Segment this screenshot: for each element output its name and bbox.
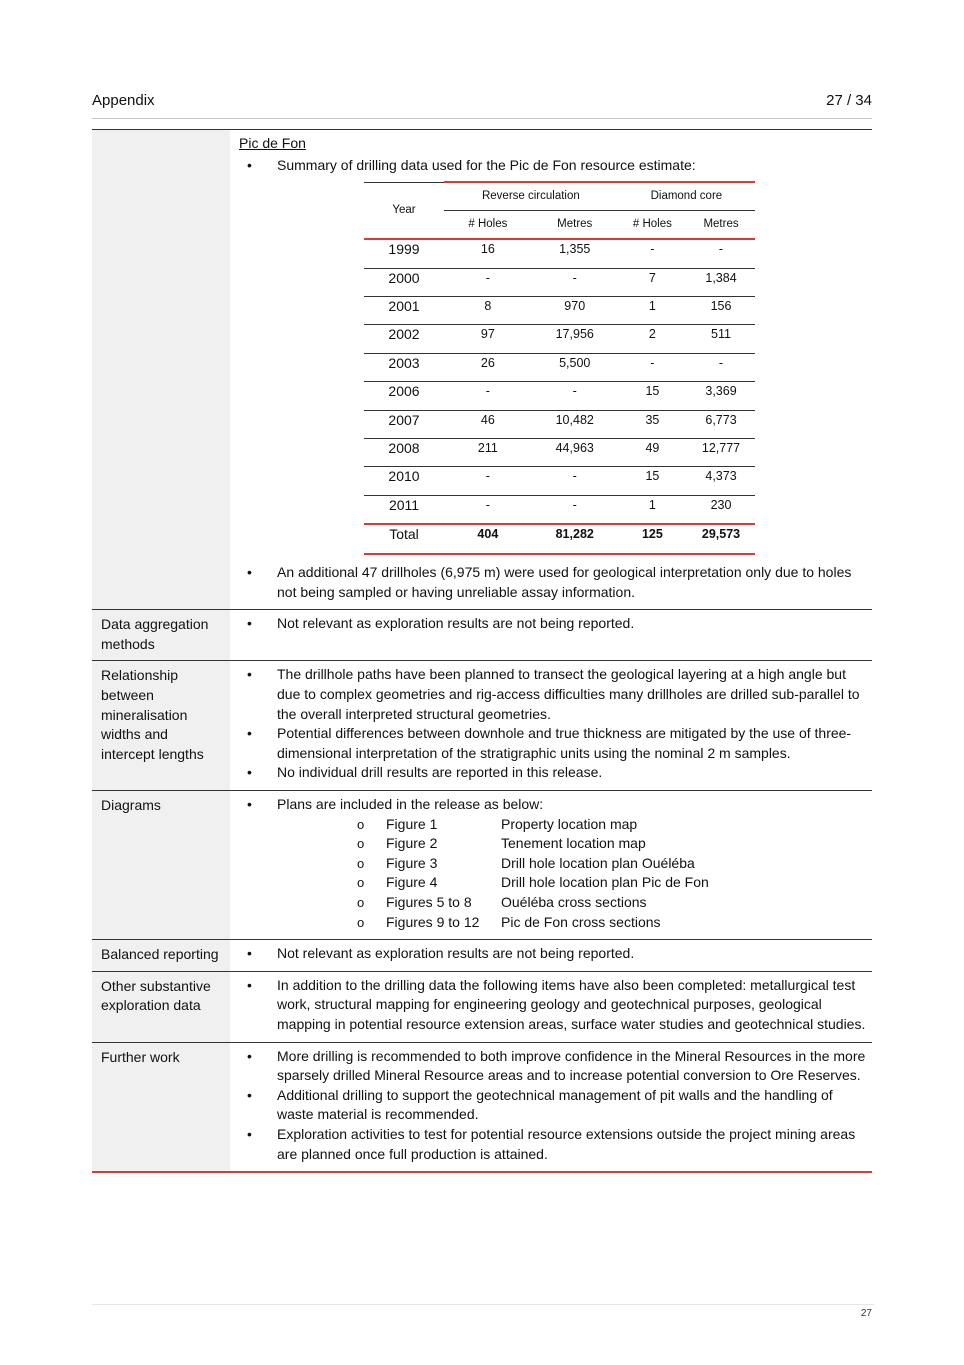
pic-de-fon-row [92,130,872,610]
drill-row [364,268,755,296]
row-content [230,971,872,1042]
dc-holes-cell: 1 [648,298,656,313]
figure-description: Ouéléba cross sections [501,894,647,910]
year-cell: 2008 [388,439,420,456]
total-dc-metres: 29,573 [687,524,755,554]
figure-id: Figures 5 to 8 [386,894,472,910]
dc-metres-cell: 230 [687,495,755,524]
figure-description: Property location map [501,815,638,832]
rc-metres-cell: - [572,384,577,399]
rc-metres-cell: 17,956 [555,327,594,342]
rc-holes-cell: - [444,495,532,524]
dc-holes-cell: 1 [618,495,687,524]
bullet-item: • In addition to the drilling data the following items have also been completed: metallurgical test work, structural mapping for engineering geology and geotechnical purposes, geological mapping in potential resource extension areas, surface water studies and geotechnical studies. [239,976,866,1035]
year-cell: 2007 [388,411,420,428]
further-work-row [92,1042,872,1172]
rc-metres-cell: 10,482 [555,412,594,427]
year-cell: 2002 [388,326,420,343]
other-data-row [92,971,872,1042]
relationship-row [92,661,872,791]
year-cell: 2000 [388,269,420,286]
dc-holes-cell: 35 [645,412,660,427]
figure-id: Figure 4 [386,874,438,891]
rc-holes-header: # Holes [444,211,532,240]
dc-holes-cell: 15 [645,384,660,399]
figure-id: Figure 1 [386,815,438,832]
rc-metres-cell: 970 [564,298,586,313]
total-dc-holes: 125 [618,524,687,554]
bullet-item: • Not relevant as exploration results are not being reported. [239,944,866,964]
figure-description: Pic de Fon cross sections [501,913,661,930]
drill-row [364,495,755,524]
drill-row [364,325,755,353]
rc-metres-cell: - [532,495,618,524]
header-rule [92,118,872,119]
rc-holes-cell: 46 [480,412,495,427]
bullet-list [239,976,866,1035]
row-content [230,1042,872,1172]
criteria-table [92,129,872,1173]
dc-metres-cell: 1,384 [705,270,737,285]
year-cell: 2006 [388,383,420,400]
row-label-empty [92,130,230,610]
figure-description: Drill hole location plan Pic de Fon [501,874,709,891]
bullet-list [239,665,866,783]
diagrams-intro: Plans are included in the release as below: [277,796,544,813]
bullet-item: • The drillhole paths have been planned to transect the geological layering at a high angle but due to complex geometries and rig-access difficulties many drillholes are drilled sub-parallel to the overall interpreted structural geometries. [239,665,866,724]
figure-description: Tenement location map [501,835,646,852]
row-label: Relationship between mineralisation widths and intercept lengths [92,661,230,791]
drill-row [364,438,755,466]
pic-de-fon-bullets [239,156,866,176]
bullet-item: • More drilling is recommended to both improve confidence in the Mineral Resources in the more sparsely drilled Mineral Resource areas and to increase potential conversion to Ore Reserves. [239,1047,866,1086]
dc-holes-cell: 15 [645,469,660,484]
bullet-item: • Potential differences between downhole and true thickness are mitigated by the use of three-dimensional interpretation of the stratigraphic units using the nominal 2 m samples. [239,724,866,763]
row-content [230,940,872,972]
bullet-list [239,795,866,932]
bullet-list [239,944,866,964]
rc-holes-cell: 16 [480,242,495,257]
bullet-list [239,1047,866,1165]
drill-row [364,353,755,381]
total-rc-holes: 404 [444,524,532,554]
footer-page-number: 27 [860,1308,872,1319]
rc-holes-cell: 211 [477,440,498,455]
total-rc-metres: 81,282 [532,524,618,554]
row-label: Balanced reporting [92,940,230,972]
total-row [364,524,755,554]
bullet-list [239,614,866,634]
figure-item [357,913,866,933]
figure-id: Figure 3 [386,854,438,871]
dc-holes-cell: 2 [648,327,656,342]
dc-metres-cell: 156 [710,298,732,313]
rc-holes-cell: 26 [480,355,495,370]
row-label: Other substantive exploration data [92,971,230,1042]
year-cell: 2011 [364,495,444,524]
rc-metres-cell: - [572,469,577,484]
figure-item [357,893,866,913]
figure-list [277,815,866,933]
year-cell: 2001 [388,297,420,314]
rc-metres-cell: 1,355 [559,242,591,257]
year-cell: 2010 [388,468,420,485]
figure-id: Figures 9 to 12 [386,913,480,930]
rc-holes-cell: - [485,384,490,399]
data-aggregation-row [92,610,872,661]
bullet-item: • Additional drilling to support the geotechnical management of pit walls and the handling of waste material is recommended. [239,1086,866,1125]
rc-holes-cell: - [485,270,490,285]
drill-row [364,296,755,324]
diagrams-row [92,791,872,940]
bullet-item: • An additional 47 drillholes (6,975 m) were used for geological interpretation only due to holes not being sampled or having unreliable assay information. [239,563,866,602]
dc-holes-cell: - [650,355,655,370]
dc-metres-cell: 6,773 [705,412,737,427]
year-header: Year [392,203,416,216]
rc-metres-cell: 44,963 [555,440,594,455]
dc-metres-cell: 3,369 [705,384,737,399]
dc-holes-cell: 49 [645,440,660,455]
rc-metres-header: Metres [532,211,618,240]
dc-group-header: Diamond core [618,182,755,211]
total-label: Total [364,524,444,554]
rc-holes-cell: 97 [480,327,495,342]
footer-rule [92,1304,874,1305]
balanced-reporting-row [92,940,872,972]
figure-item [357,815,866,835]
dc-metres-cell: 12,777 [701,440,741,455]
dc-metres-header: Metres [687,211,755,240]
drill-row [364,467,755,495]
pic-de-fon-heading: Pic de Fon [239,135,306,151]
drill-table-body [364,239,755,524]
pic-de-fon-content [230,130,872,610]
row-content [230,661,872,791]
bullet-item: • Not relevant as exploration results are not being reported. [239,614,866,634]
bullet-item: • Exploration activities to test for potential resource extensions outside the project mining areas are planned once full production is attained. [239,1125,866,1164]
row-label: Diagrams [92,791,230,940]
rc-group-header: Reverse circulation [444,182,618,211]
year-cell: 1999 [388,241,420,258]
dc-holes-cell: - [650,242,655,257]
figure-item [357,873,866,893]
drill-row [364,239,755,268]
bullet-item [239,795,866,932]
pic-de-fon-notes [239,563,866,602]
figure-id: Figure 2 [386,835,438,852]
rc-holes-cell: 8 [484,298,492,313]
dc-metres-cell: 511 [711,327,731,342]
rc-holes-cell: - [485,469,490,484]
dc-metres-cell: - [718,355,724,370]
row-label: Further work [92,1042,230,1172]
row-content [230,610,872,661]
header-title: Appendix [92,92,155,109]
row-label: Data aggregation methods [92,610,230,661]
figure-item [357,834,866,854]
row-content [230,791,872,940]
figure-description: Drill hole location plan Ouéléba [501,854,695,871]
drilling-summary-table [364,181,755,555]
dc-metres-cell: - [718,242,724,257]
figure-item [357,854,866,874]
dc-holes-header: # Holes [618,211,687,240]
bullet-item: • Summary of drilling data used for the Pic de Fon resource estimate: [239,156,866,176]
header-page-indicator: 27 / 34 [826,92,872,109]
year-cell: 2003 [388,354,420,371]
rc-metres-cell: 5,500 [559,355,591,370]
dc-holes-cell: 7 [648,270,656,285]
drill-row [364,410,755,438]
dc-metres-cell: 4,373 [705,469,737,484]
rc-metres-cell: - [572,270,577,285]
drill-row [364,382,755,410]
bullet-item: • No individual drill results are reported in this release. [239,763,866,783]
